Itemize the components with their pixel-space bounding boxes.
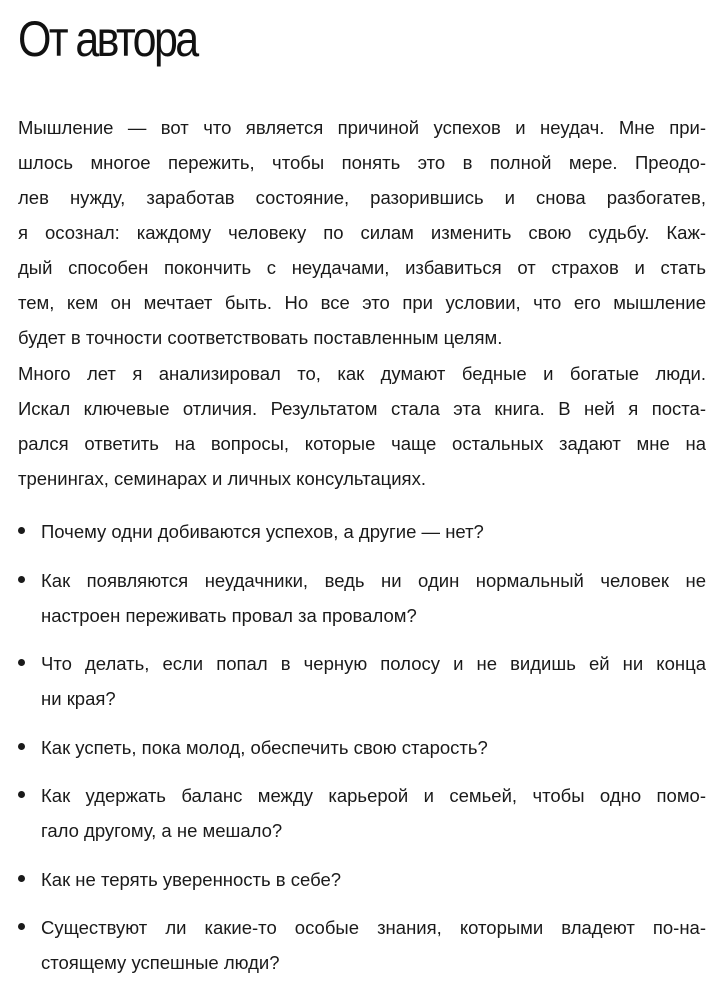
list-item-text-line: Как удержать баланс между карьерой и семьей, чтобы одно помо- (41, 785, 706, 806)
bullet-dot-icon (18, 923, 25, 930)
text-line: Мышление — вот что является причиной успехов и неудач. Мне при- (18, 117, 706, 138)
list-item-text-line: гало другому, а не мешало? (41, 820, 283, 841)
bullet-dot-icon (18, 791, 25, 798)
list-item (18, 730, 706, 765)
list-item-text-line: ни края? (41, 688, 116, 709)
list-item (18, 514, 706, 549)
question-list (18, 514, 706, 994)
list-item (18, 862, 706, 897)
text-line: дый способен покончить с неудачами, избавиться от страхов и стать (18, 257, 706, 278)
list-item-text-line: Существуют ли какие-то особые знания, которыми владеют по-на- (41, 917, 706, 938)
bullet-dot-icon (18, 659, 25, 666)
list-item-text-line: Как не терять уверенность в себе? (41, 868, 342, 890)
paragraph-analysis (18, 356, 706, 496)
text-line: лев нужду, заработав состояние, разорившись и снова разбогатев, (18, 187, 706, 208)
list-item (18, 910, 706, 980)
list-item-text-line: Что делать, если попал в черную полосу и не видишь ей ни конца (41, 653, 706, 674)
list-item-text-line: стоящему успешные люди? (41, 952, 280, 973)
paragraph-intro (18, 110, 706, 355)
list-item-text-line: Почему одни добиваются успехов, а другие — нет? (41, 521, 484, 542)
bullet-dot-icon (18, 875, 25, 882)
bullet-dot-icon (18, 576, 25, 583)
text-line: я осознал: каждому человеку по силам изменить свою судьбу. Каж- (18, 222, 706, 243)
list-item (18, 778, 706, 848)
bullet-dot-icon (18, 743, 25, 750)
list-item (18, 646, 706, 716)
list-item-text-line: настроен переживать провал за провалом? (41, 604, 417, 626)
text-line: Искал ключевые отличия. Результатом стала эта книга. В ней я поста- (18, 398, 706, 419)
list-item (18, 563, 706, 633)
chapter-title: От автора (18, 11, 197, 67)
text-line: шлось многое пережить, чтобы понять это в полной мере. Преодо- (18, 152, 706, 173)
text-line: Много лет я анализировал то, как думают бедные и богатые люди. (18, 363, 706, 384)
list-item-text-line: Как успеть, пока молод, обеспечить свою старость? (41, 736, 488, 758)
text-line: будет в точности соответствовать поставленным целям. (18, 327, 503, 348)
list-item-text-line: Как появляются неудачники, ведь ни один нормальный человек не (41, 569, 706, 591)
text-line: тренингах, семинарах и личных консультациях. (18, 468, 426, 489)
text-line: рался ответить на вопросы, которые чаще остальных задают мне на (18, 433, 706, 454)
text-line: тем, кем он мечтает быть. Но все это при условии, что его мышление (18, 292, 706, 313)
bullet-dot-icon (18, 527, 25, 534)
